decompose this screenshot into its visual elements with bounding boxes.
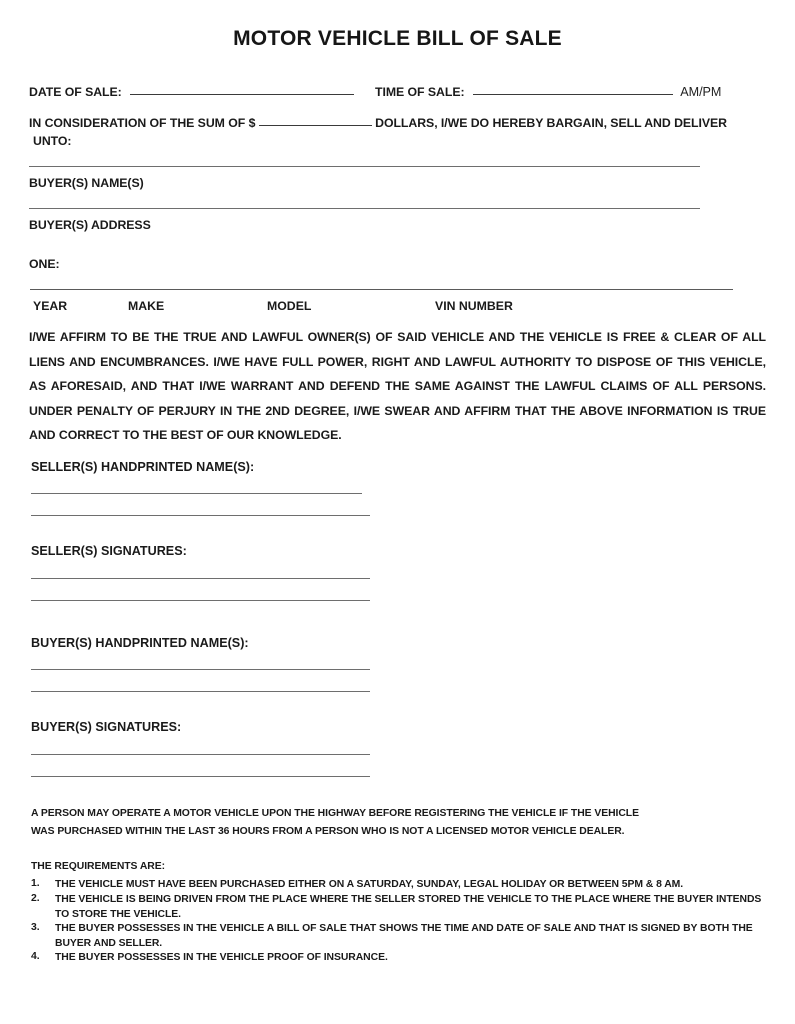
buyer-address-label: BUYER(S) ADDRESS <box>29 218 151 232</box>
requirement-text-3: THE BUYER POSSESSES IN THE VEHICLE A BILL OF SALE THAT SHOWS THE TIME AND DATE OF SALE AND THAT IS SIGNED BY BOTH THE BUYER AND SELLER. <box>55 923 753 949</box>
seller-name-line-1[interactable] <box>31 493 362 494</box>
ampm-label: AM/PM <box>680 85 722 99</box>
seller-name-line-2[interactable] <box>31 515 370 516</box>
buyer-address-rule[interactable] <box>29 208 700 209</box>
column-header-vin-number: VIN NUMBER <box>435 299 513 313</box>
consideration-group <box>29 114 727 130</box>
column-header-make: MAKE <box>128 299 165 313</box>
seller-signature-line-1[interactable] <box>31 578 370 579</box>
unto-label: UNTO: <box>33 134 72 148</box>
time-of-sale-label: TIME OF SALE: <box>375 85 465 99</box>
consideration-suffix-label: DOLLARS, I/WE DO HEREBY BARGAIN, SELL AND DELIVER <box>375 116 728 130</box>
seller-handprinted-names-label: SELLER(S) HANDPRINTED NAME(S): <box>31 460 255 474</box>
requirement-number-1: 1. <box>31 878 40 889</box>
buyer-signature-line-1[interactable] <box>31 754 370 755</box>
buyer-signatures-label: BUYER(S) SIGNATURES: <box>31 720 182 734</box>
buyer-handprinted-names-label: BUYER(S) HANDPRINTED NAME(S): <box>31 636 249 650</box>
buyer-names-label: BUYER(S) NAME(S) <box>29 176 144 190</box>
requirement-number-2: 2. <box>31 893 40 904</box>
requirement-number-3: 3. <box>31 922 40 933</box>
seller-signatures-label: SELLER(S) SIGNATURES: <box>31 544 187 558</box>
page-title: MOTOR VEHICLE BILL OF SALE <box>233 27 562 50</box>
date-of-sale-label: DATE OF SALE: <box>29 85 122 99</box>
column-header-model: MODEL <box>267 299 312 313</box>
buyer-name-line-1[interactable] <box>31 669 370 670</box>
buyer-name-line-2[interactable] <box>31 691 370 692</box>
seller-signature-line-2[interactable] <box>31 600 370 601</box>
one-label: ONE: <box>29 257 60 271</box>
date-of-sale-group <box>29 83 354 99</box>
buyer-signature-line-2[interactable] <box>31 776 370 777</box>
requirement-text-2: THE VEHICLE IS BEING DRIVEN FROM THE PLACE WHERE THE SELLER STORED THE VEHICLE TO THE PLACE WHERE THE BUYER INTENDS TO STORE THE VEHICLE. <box>55 894 762 920</box>
consideration-amount-input[interactable] <box>259 114 372 126</box>
requirement-text-1: THE VEHICLE MUST HAVE BEEN PURCHASED EITHER ON A SATURDAY, SUNDAY, LEGAL HOLIDAY OR BETWEEN 5PM & 8 AM. <box>55 879 684 890</box>
requirements-heading: THE REQUIREMENTS ARE: <box>31 861 166 872</box>
column-header-year: YEAR <box>33 299 68 313</box>
footer-notice-line-1: A PERSON MAY OPERATE A MOTOR VEHICLE UPON THE HIGHWAY BEFORE REGISTERING THE VEHICLE IF THE VEHICLE <box>31 808 639 819</box>
requirement-number-4: 4. <box>31 951 40 962</box>
time-of-sale-input[interactable] <box>473 83 673 95</box>
vehicle-table-rule[interactable] <box>30 289 733 290</box>
time-of-sale-group <box>375 83 721 99</box>
footer-notice-line-2: WAS PURCHASED WITHIN THE LAST 36 HOURS FROM A PERSON WHO IS NOT A LICENSED MOTOR VEHICLE DEALER. <box>31 826 625 837</box>
buyer-names-rule[interactable] <box>29 166 700 167</box>
requirement-text-4: THE BUYER POSSESSES IN THE VEHICLE PROOF OF INSURANCE. <box>55 952 388 963</box>
consideration-prefix-label: IN CONSIDERATION OF THE SUM OF $ <box>29 116 256 130</box>
date-of-sale-input[interactable] <box>130 83 354 95</box>
affirmation-paragraph: I/WE AFFIRM TO BE THE TRUE AND LAWFUL OWNER(S) OF SAID VEHICLE AND THE VEHICLE IS FREE & CLEAR OF ALL LIENS AND ENCUMBRANCES. I/WE HAVE FULL POWER, RIGHT AND LAWFUL AUTHORITY TO DISPOSE OF THIS VEHICLE, AS AFORESAID, AND THAT I/WE WARRANT AND DEFEND THE SAME AGAINST THE LAWFUL CLAIMS OF ALL PERSONS. UNDER PENALTY OF PERJURY IN THE 2ND DEGREE, I/WE SWEAR AND AFFIRM THAT THE ABOVE INFORMATION IS TRUE AND CORRECT TO THE BEST OF OUR KNOWLEDGE. <box>29 330 766 443</box>
